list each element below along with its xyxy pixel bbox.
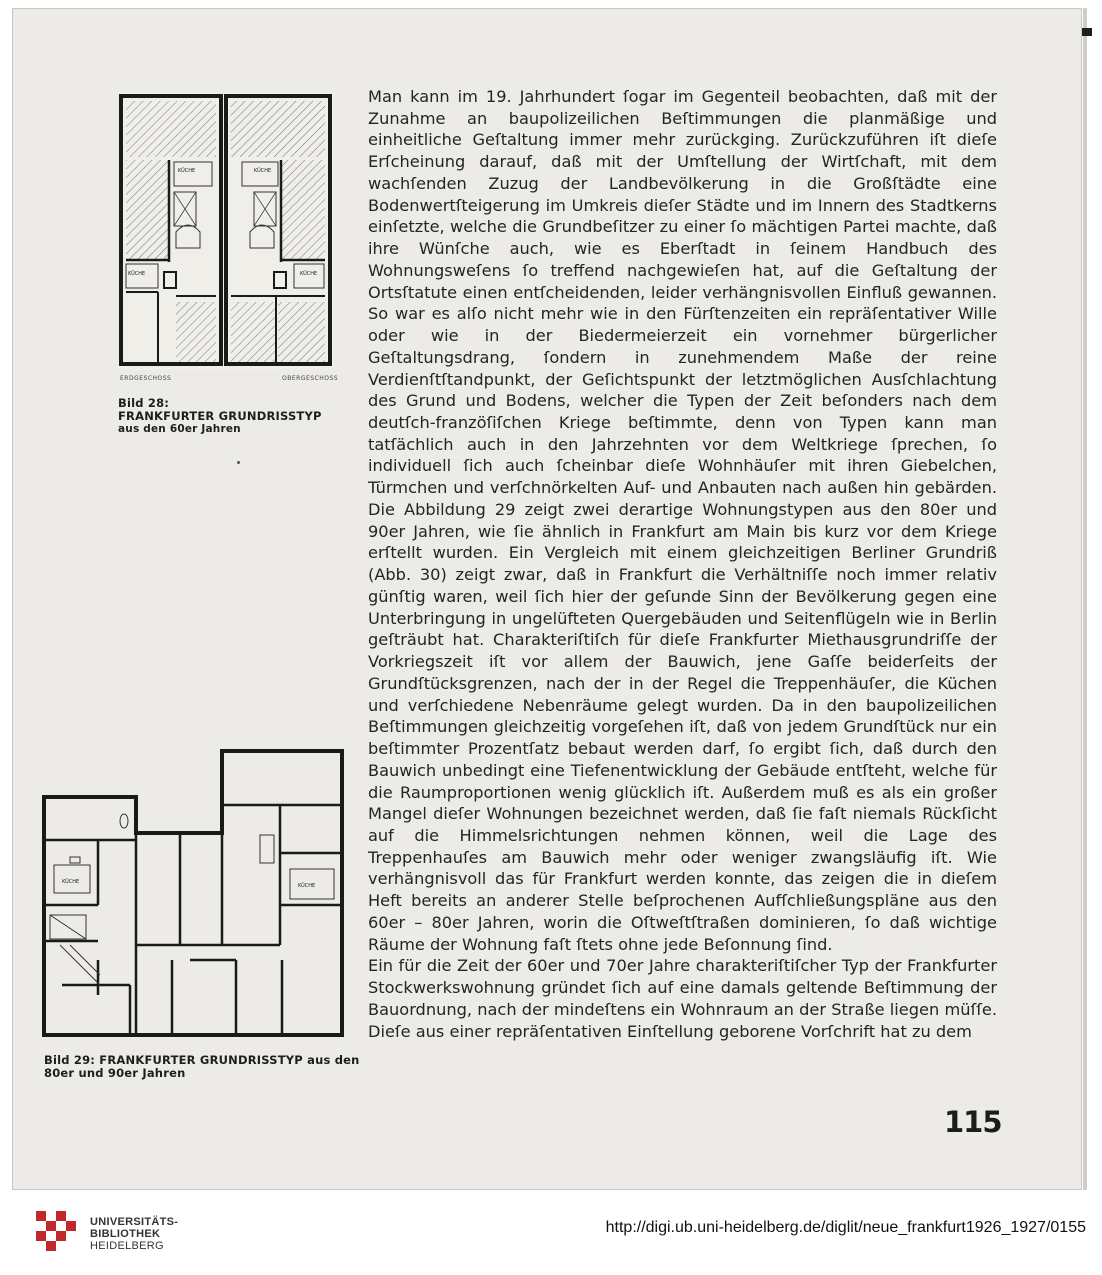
caption-line: Bild 29: FRANKFURTER GRUNDRISSTYP aus den (44, 1053, 360, 1067)
kitchen-label: KÜCHE (254, 168, 272, 174)
figure-28-caption (118, 397, 322, 436)
caption-line: FRANKFURTER GRUNDRISSTYP (118, 409, 322, 423)
library-name-line2: BIBLIOTHEK (90, 1228, 161, 1240)
kitchen-label: KÜCHE (62, 879, 80, 885)
figure-29-caption (44, 1054, 360, 1080)
body-text (368, 86, 997, 1042)
kitchen-label: KÜCHE (178, 168, 196, 174)
kitchen-label: KÜCHE (128, 271, 146, 277)
scan-tab-marker (1082, 28, 1092, 36)
page-edge (1083, 8, 1087, 1190)
figure-29-floorplan (40, 745, 350, 1045)
source-url-link[interactable]: http://digi.ub.uni-heidelberg.de/diglit/neue_frankfurt1926_1927/0155 (605, 1219, 1086, 1236)
figure-28-floorplan (118, 92, 334, 370)
caption-line: 80er und 90er Jahren (44, 1066, 186, 1080)
upper-floor-label: OBERGESCHOSS (282, 375, 339, 382)
footer-bar (0, 1190, 1102, 1275)
page-number: 115 (944, 1105, 1002, 1139)
caption-line: Bild 28: (118, 396, 170, 410)
paper-speck (237, 461, 240, 464)
kitchen-label: KÜCHE (300, 271, 318, 277)
kitchen-label: KÜCHE (298, 883, 316, 889)
library-logo-icon (32, 1207, 80, 1255)
library-name-line3: HEIDELBERG (90, 1240, 164, 1252)
figure-28-drawing (118, 92, 334, 370)
caption-line: aus den 60er Jahren (118, 423, 241, 435)
library-name-line1: UNIVERSITÄTS- (90, 1216, 179, 1228)
paragraph-1: Man kann im 19. Jahrhundert ſogar im Gegenteil beobachten, daß mit der Zunahme an baupolizeilichen Beſtimmungen die planmäßige und einheitliche Geſtaltung immer mehr zurückging. Zurückzuführen iſt dieſe Erſcheinung darauf, daß mit der Umſtellung der Wirtſchaft, mit dem wachſenden Zuzug der Landbevölkerung in die Großſtädte eine Bodenwertſteigerung im Umkreis dieſer Städte und im Innern des Stadtkerns einſetzte, welche die Grundbeſitzer zu einer ſo mächtigen Partei machte, daß ihre Wünſche auch, wie es Eberſtadt in ſeinem Handbuch des Wohnungsweſens ſo treffend nachgewieſen hat, auf die Geſtaltung der Ortsſtatute einen entſcheidenden, leider verhängnisvollen Einfluß gewannen. So war es alſo nicht mehr wie in den Fürſtenzeiten ein repräſentativer Wille oder wie in der Biedermeierzeit ein vornehmer bürgerlicher Geſtaltungsdrang, ſondern in zunehmendem Maße der reine Verdienſtſtandpunkt, der Geſichtspunkt der letztmöglichen Ausſchlachtung des Grund und Bodens, welcher die Typen der Zeit beſonders nach dem deutſch-franzöſiſchen Kriege beſtimmte, denn von Typen kann man tatſächlich auch in den Jahrzehnten vor dem Weltkriege ſprechen, ſo individuell ſich auch ſcheinbar dieſe Wohnhäuſer mit ihren Giebelchen, Türmchen und verſchnörkelten Auf- und Anbauten nach außen hin gebärden. Die Abbildung 29 zeigt zwei derartige Wohnungstypen aus den 80er und 90er Jahren, wie ſie ähnlich in Frankfurt am Main bis kurz vor dem Kriege erſtellt wurden. Ein Vergleich mit einem gleichzeitigen Berliner Grundriß (Abb. 30) zeigt zwar, daß in Frankfurt die Verhältniſſe noch immer relativ günſtig waren, weil ſich hier der geſunde Sinn der Bevölkerung gegen eine Unterbringung in ungelüfteten Quergebäuden und Seitenflügeln wie in Berlin geſträubt hat. Charakteriſtiſch für dieſe Frankfurter Miethausgrundriſſe der Vorkriegszeit iſt vor allem der Bauwich, jene Gaſſe beiderſeits der Grundſtücksgrenzen, nach der in der Regel die Treppenhäuſer, die Küchen und verſchiedene Nebenräume gelegt wurden. Da in den baupolizeilichen Beſtimmungen gleichzeitig vorgeſehen iſt, daß von jedem Grundſtück nur ein beſtimmter Prozentſatz bebaut werden darf, ſo ergibt ſich, daß durch den Bauwich unbedingt eine Tiefenentwicklung der Gebäude entſteht, welche für die Raumproportionen wenig glücklich iſt. Außerdem muß es als ein großer Mangel dieſer Wohnungen bezeichnet werden, daß ſie faſt niemals Rückſicht auf die Himmelsrichtungen nehmen können, weil die Lage des Treppenhauſes am Bauwich mehr oder weniger zwangsläufig iſt. Wie verhängnisvoll das für Frankfurt werden konnte, das zeigen die in dieſem Heft bereits an anderer Stelle beſprochenen Aufſchließungspläne aus den 60er – 80er Jahren, worin die Oſtweſtſtraßen dominieren, ſo daß wichtige Räume der Wohnung faſt ſtets ohne jede Beſonnung ſind. (368, 87, 997, 954)
ground-floor-label: ERDGESCHOSS (120, 375, 172, 382)
figure-29-drawing (40, 745, 350, 1045)
paragraph-2: Ein für die Zeit der 60er und 70er Jahre charakteriſtiſcher Typ der Frankfurter Stockwerkswohnung gründet ſich auf eine damals geltende Beſtimmung der Bauordnung, nach der mindeſtens ein Wohnraum an der Straße liegen müſſe. Dieſe aus einer repräſentativen Einſtellung geborene Vorſchrift hat zu dem (368, 956, 997, 1041)
